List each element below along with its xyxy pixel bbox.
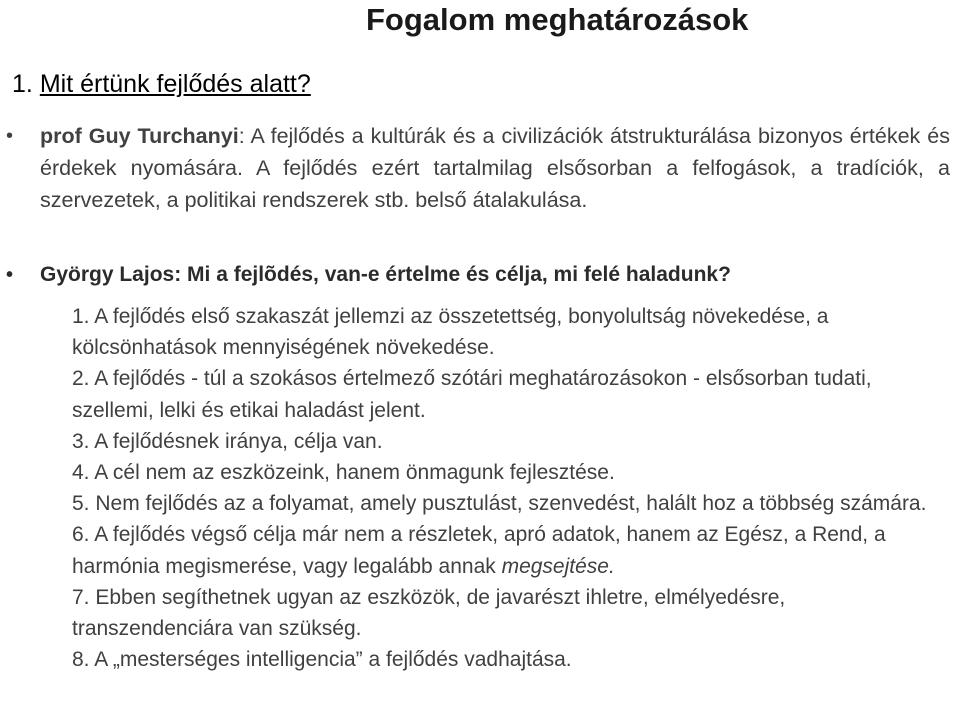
question-text: Mit értünk fejlődés alatt? (39, 70, 311, 98)
list-item-text: A „mesterséges intelligencia” a fejlődés vadhajtása. (94, 648, 572, 672)
bullet-gyorgy (6, 259, 950, 291)
bullet-dot-icon: • (6, 125, 14, 147)
list-item-italic-text: megsejtése. (501, 554, 615, 578)
question-heading (12, 70, 311, 99)
list-item-text: A fejlődés végső célja már nem a részletek, apró adatok, hanem az Egész, a Rend, a harmónia megismerése, vagy legalább annak (72, 523, 886, 578)
list-item-number: 2. (72, 367, 90, 391)
list-item-text: A fejlődésnek iránya, célja van. (94, 429, 383, 453)
list-item (72, 488, 952, 519)
list-item-number: 7. (72, 585, 90, 609)
numbered-list (72, 301, 952, 675)
list-item-text: A cél nem az eszközeink, hanem önmagunk fejlesztése. (94, 461, 615, 485)
list-item-number: 4. (72, 461, 90, 485)
list-item-number: 6. (72, 523, 90, 547)
list-item-text: Ebben segíthetnek ugyan az eszközök, de javarészt ihletre, elmélyedésre, transzendenciára van szükség. (72, 585, 786, 641)
list-item-text: A fejlődés - túl a szokásos értelmező szótári meghatározásokon - elsősorban tudati, szellemi, lelki és etikai haladást jelent. (72, 367, 872, 422)
list-item (72, 582, 952, 644)
list-item-number: 1. (72, 305, 90, 328)
list-item (72, 457, 952, 488)
list-item-number: 3. (72, 429, 90, 453)
list-item (72, 363, 952, 425)
list-item-number: 8. (72, 648, 90, 672)
bullet-author: prof Guy Turchanyi (40, 124, 239, 148)
bullet-text: György Lajos: Mi a fejlõdés, van-e értelme és célja, mi felé haladunk? (40, 263, 731, 286)
bullet-turchanyi (6, 120, 950, 216)
bullet-dot-icon: • (6, 264, 14, 286)
list-item (72, 301, 952, 363)
list-item-number: 5. (72, 492, 90, 516)
bullet-text: : A fejlődés a kultúrák és a civilizációk átstrukturálása bizonyos értékek és érdekek nyomására. A fejlődés ezért tartalmilag elsősorban a felfogások, a tradíciók, a szervezetek, a politikai rendszerek stb. belső átalakulása. (40, 124, 950, 212)
question-number: 1. (12, 70, 33, 98)
list-item (72, 519, 952, 581)
slide-title: Fogalom meghatározások (366, 2, 749, 37)
list-item-text: Nem fejlődés az a folyamat, amely pusztulást, szenvedést, halált hoz a többség számára. (95, 492, 927, 516)
list-item (72, 426, 952, 457)
list-item (72, 644, 952, 675)
list-item-text: A fejlődés első szakaszát jellemzi az összetettség, bonyolultság növekedése, a kölcsönhatások mennyiségének növekedése. (72, 305, 829, 360)
